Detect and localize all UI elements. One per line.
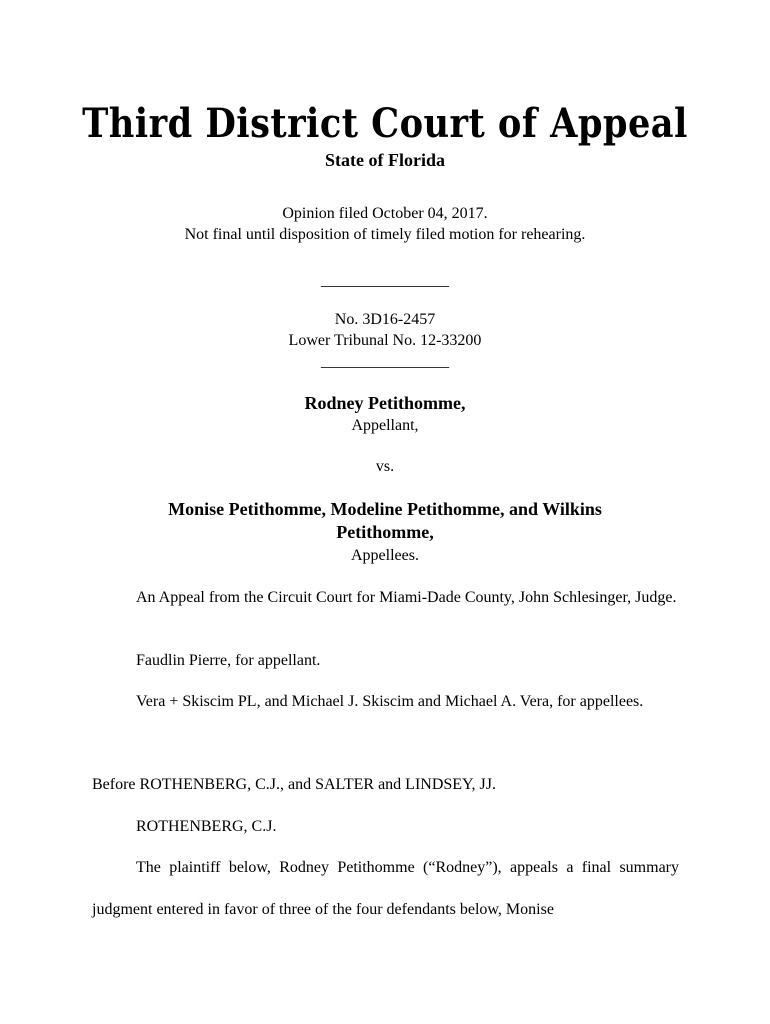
rule-top: ________________ xyxy=(321,272,449,289)
case-number: No. 3D16-2457 xyxy=(334,311,436,328)
appellant-name: Rodney Petithomme, xyxy=(304,393,466,413)
opinion-author: ROTHENBERG, C.J. xyxy=(136,818,277,835)
appellees-names-line2: Petithomme, xyxy=(336,522,434,542)
versus: vs. xyxy=(375,458,395,475)
court-name: Third District Court of Appeal xyxy=(82,100,688,147)
opinion-opening-paragraph: The plaintiff below, Rodney Petithomme (“Rodney”), appeals a final summary judgment entered in favor of three of the four defendants below, Monise xyxy=(92,859,679,918)
appellant-role: Appellant, xyxy=(351,417,419,434)
appellees-names-line1: Monise Petithomme, Modeline Petithomme, and Wilkins xyxy=(168,499,602,519)
appeal-from-paragraph: An Appeal from the Circuit Court for Miami-Dade County, John Schlesinger, Judge. xyxy=(136,589,677,606)
state-name: State of Florida xyxy=(325,150,445,170)
filed-date: Opinion filed October 04, 2017. xyxy=(282,205,488,222)
appellees-counsel: Vera + Skiscim PL, and Michael J. Skiscim and Michael A. Vera, for appellees. xyxy=(136,693,644,710)
rehearing-note: Not final until disposition of timely filed motion for rehearing. xyxy=(184,226,586,243)
lower-tribunal-number: Lower Tribunal No. 12-33200 xyxy=(288,332,482,349)
appellees-role: Appellees. xyxy=(351,547,419,564)
panel-line: Before ROTHENBERG, C.J., and SALTER and LINDSEY, JJ. xyxy=(92,776,496,793)
rule-bottom: ________________ xyxy=(321,353,449,370)
appellant-counsel: Faudlin Pierre, for appellant. xyxy=(136,652,321,669)
